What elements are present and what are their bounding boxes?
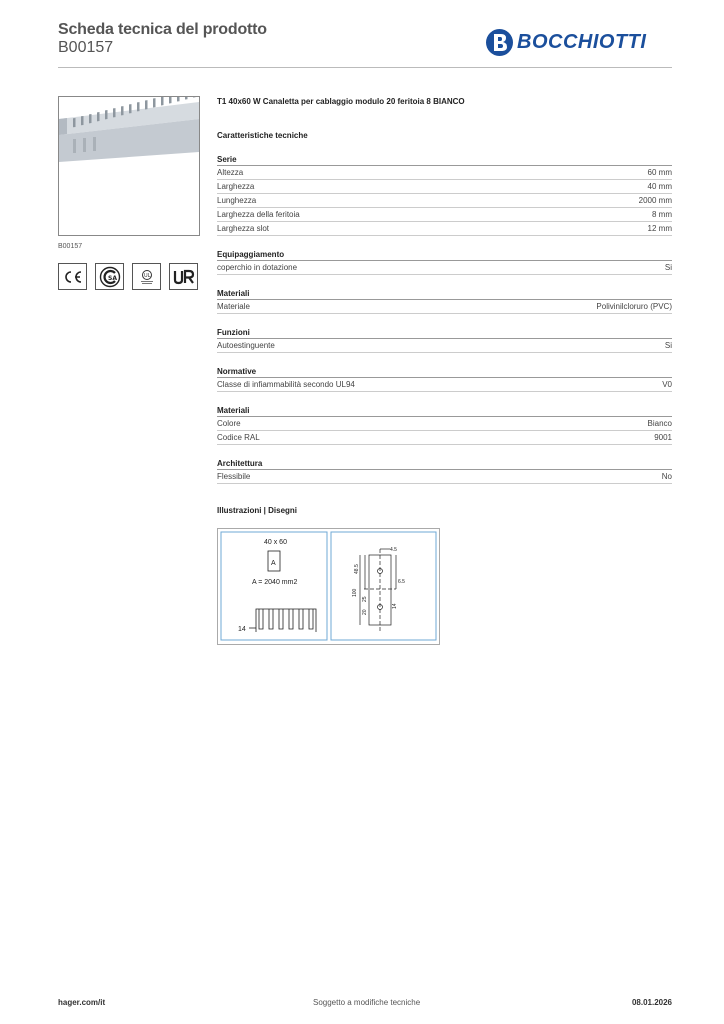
spec-row — [217, 431, 672, 445]
spec-label: Codice RAL — [217, 433, 260, 442]
spec-group — [217, 405, 672, 445]
spec-group-title: Normative — [217, 366, 672, 378]
certification-marks — [58, 263, 198, 290]
spec-value: Bianco — [647, 419, 672, 428]
spec-value: Polivinilcloruro (PVC) — [596, 302, 672, 311]
spec-label: Flessibile — [217, 472, 251, 481]
product-image — [58, 96, 200, 236]
svg-text:SA: SA — [107, 274, 117, 282]
brand-logo-icon — [486, 29, 513, 56]
spec-group — [217, 458, 672, 484]
spec-group — [217, 154, 672, 236]
spec-group-title: Funzioni — [217, 327, 672, 339]
drawing-dim-small-2: 20 — [362, 609, 368, 615]
technical-drawing — [217, 528, 440, 645]
svg-text:UL: UL — [143, 272, 150, 279]
spec-label: Materiale — [217, 302, 250, 311]
footer-note: Soggetto a modifiche tecniche — [313, 998, 421, 1007]
spec-label: Altezza — [217, 168, 244, 177]
brand-logo-text: BOCCHIOTTI — [517, 31, 647, 53]
drawing-section-label: 40 x 60 — [264, 539, 287, 546]
spec-row — [217, 166, 672, 180]
specifications — [217, 96, 672, 517]
ur-recognized-icon — [169, 263, 198, 290]
spec-label: Larghezza della feritoia — [217, 210, 300, 219]
spec-row — [217, 222, 672, 236]
spec-group — [217, 327, 672, 353]
spec-group-title: Architettura — [217, 458, 672, 470]
spec-row — [217, 180, 672, 194]
spec-row — [217, 208, 672, 222]
spec-value: 8 mm — [652, 210, 672, 219]
spec-row — [217, 470, 672, 484]
spec-row — [217, 417, 672, 431]
ce-mark-icon — [58, 263, 87, 290]
drawing-dim-right: 6.5 — [398, 579, 405, 585]
product-title: T1 40x60 W Canaletta per cablaggio modulo 20 feritoia 8 BIANCO — [217, 97, 465, 106]
drawing-dim-bottom: 14 — [392, 603, 398, 609]
page-title: Scheda tecnica del prodotto — [58, 21, 267, 38]
spec-group-title: Materiali — [217, 288, 672, 300]
spec-group — [217, 249, 672, 275]
spec-label: Classe di infiammabilità secondo UL94 — [217, 380, 355, 389]
spec-group-title: Serie — [217, 154, 672, 166]
brand-logo — [486, 29, 646, 56]
illustrations-heading: Illustrazioni | Disegni — [217, 506, 298, 515]
spec-group — [217, 366, 672, 392]
image-caption: B00157 — [58, 243, 83, 250]
drawing-dim-small-1: 25 — [362, 596, 368, 602]
drawing-area-label: A = 2040 mm2 — [252, 579, 298, 586]
spec-value: 60 mm — [647, 168, 672, 177]
footer-website: hager.com/it — [58, 998, 106, 1007]
spec-group-title: Materiali — [217, 405, 672, 417]
spec-heading: Caratteristiche tecniche — [217, 131, 308, 140]
spec-label: Lunghezza — [217, 196, 257, 205]
header-divider — [58, 67, 672, 68]
spec-label: Autoestinguente — [217, 341, 275, 350]
csa-mark-icon — [95, 263, 124, 290]
spec-value: 9001 — [654, 433, 672, 442]
spec-row — [217, 300, 672, 314]
product-code: B00157 — [58, 39, 114, 56]
drawing-dim-height: 100 — [352, 588, 358, 597]
spec-value: Si — [664, 263, 672, 272]
spec-group-title: Equipaggiamento — [217, 249, 672, 261]
spec-row — [217, 378, 672, 392]
drawing-depth-label: 14 — [238, 626, 246, 633]
spec-value: 40 mm — [647, 182, 672, 191]
spec-label: Larghezza slot — [217, 224, 270, 233]
spec-row — [217, 261, 672, 275]
spec-row — [217, 194, 672, 208]
spec-label: coperchio in dotazione — [217, 263, 298, 272]
drawing-dim-top: 4.5 — [390, 547, 397, 553]
footer-date: 08.01.2026 — [631, 998, 672, 1007]
spec-label: Colore — [217, 419, 241, 428]
spec-value: No — [661, 472, 672, 481]
ul-listed-icon — [132, 263, 161, 290]
spec-value: 2000 mm — [638, 196, 672, 205]
spec-value: V0 — [662, 380, 672, 389]
spec-row — [217, 339, 672, 353]
spec-value: 12 mm — [647, 224, 672, 233]
drawing-area-symbol: A — [271, 560, 276, 567]
spec-group — [217, 288, 672, 314]
spec-label: Larghezza — [217, 182, 255, 191]
drawing-dim-side: 48.5 — [354, 564, 360, 574]
spec-value: Si — [664, 341, 672, 350]
spec-groups — [217, 154, 672, 484]
